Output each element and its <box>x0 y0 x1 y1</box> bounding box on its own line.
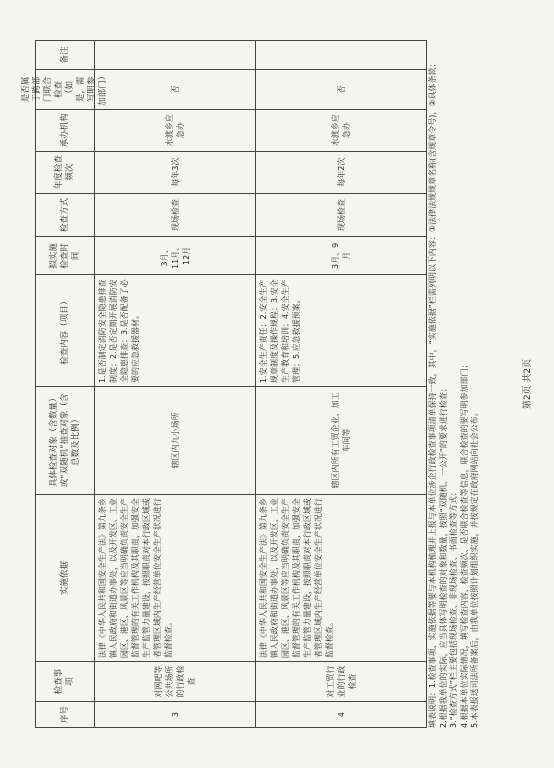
header-remark: 备注 <box>59 46 70 64</box>
row-time: 3月、11月、12月 <box>95 236 255 274</box>
row-org: 水渡乡应急办 <box>95 109 255 151</box>
row-basis: 法律《中华人民共和国安全生产法》第九条乡镇人民政府和街道办事处，以及开发区、工业园区、港区、风景区等应当明确负责安全生产监督管理的有关工作机构及其职责，加强安全生产监管力量建设，按照职责对本行政区域或者管理区域内生产经营单位安全生产状况进行监督检查。 <box>95 494 255 661</box>
header-joint: 是否属于跨部门联合检查（如是，需写明参加部门） <box>36 69 94 109</box>
note-line: 5.本表报送司法所备案后，由我单位按照计划组织实施，并按规定在政府网站向社会公布。 <box>470 408 479 728</box>
header-content: 检查内容（项目） <box>36 274 94 386</box>
fill-instructions <box>428 40 481 728</box>
header-object: 具体检查对象（含数量）或“双随机”抽查对象（含总数及比例） <box>36 386 94 494</box>
row-joint: 否 <box>256 69 426 109</box>
header-org: 承办机构 <box>36 109 94 151</box>
row-remark <box>95 41 255 69</box>
note-line: 填表说明：1.检查事项、实施依据等要与本机构梳理并上报与本单位涉企行政检查事项清单保持一致，其中，“实施依据”栏需列明以下内容：①法律法规规章名称(含规章令号)，②具体条款； <box>428 59 437 728</box>
row-seq: 4 <box>256 701 426 727</box>
row-method: 现场检查 <box>256 193 426 237</box>
row-time: 3月、9月 <box>256 236 426 274</box>
table-header-row <box>21 41 108 727</box>
note-line: 2.根据我单位的实际，应当具体写明检查的对象和数量，按照“双随机、一公开”的要求进行检查； <box>438 384 448 728</box>
table-row <box>95 41 256 727</box>
row-item: 对网吧等公共场所的行政检查 <box>95 661 255 701</box>
inspection-plan-table <box>21 40 427 728</box>
row-freq: 每年3次 <box>95 151 255 193</box>
row-item: 对工贸行业的行政检查 <box>256 661 426 701</box>
header-basis: 实施依据 <box>36 494 94 661</box>
header-item: 检查事项 <box>36 661 94 701</box>
row-object: 辖区内九小场所 <box>95 386 255 494</box>
note-line: 4.根据本单位实际情况，填写检查内容、检查频次、是否联合检查等信息，联合检查的要写明参加部门； <box>459 360 469 728</box>
row-remark <box>256 41 426 69</box>
header-method: 检查方式 <box>36 193 94 237</box>
row-content: 1.安全生产责任；2.安全生产规章制度及操作规程；3.安全生产教育和培训；4.安全生产管理；5.应急救援预案。 <box>256 274 426 386</box>
header-seq: 序号 <box>36 701 94 727</box>
note-line: 3.“检查方式”栏主要包括现场检查、非现场检查、书面检查等方式； <box>449 488 458 728</box>
header-freq: 年度检查频次 <box>36 151 94 193</box>
row-content: 1.是否制定消防安全隐患排查制度；2.是否定期开展消防安全隐患排查；3.是否配备了必要的应急救援器材。 <box>95 274 255 386</box>
row-freq: 每年2次 <box>256 151 426 193</box>
row-object: 辖区内所有工贸企业、加工车间等 <box>256 386 426 494</box>
row-seq: 3 <box>95 701 255 727</box>
table-row <box>256 41 426 727</box>
row-method: 现场检查 <box>95 193 255 237</box>
header-time: 拟实施检查时间 <box>36 236 94 274</box>
row-basis: 法律《中华人民共和国安全生产法》第九条乡镇人民政府和街道办事处，以及开发区、工业园区、港区、风景区等应当明确负责安全生产监督管理的有关工作机构及其职责，加强安全生产监管力量建设，按照职责对本行政区域或者管理区域内生产经营单位安全生产状况进行监督检查。 <box>256 494 426 661</box>
page-number: 第2页 共2页 <box>523 358 533 410</box>
row-joint: 否 <box>95 69 255 109</box>
row-org: 水渡乡应急办 <box>256 109 426 151</box>
